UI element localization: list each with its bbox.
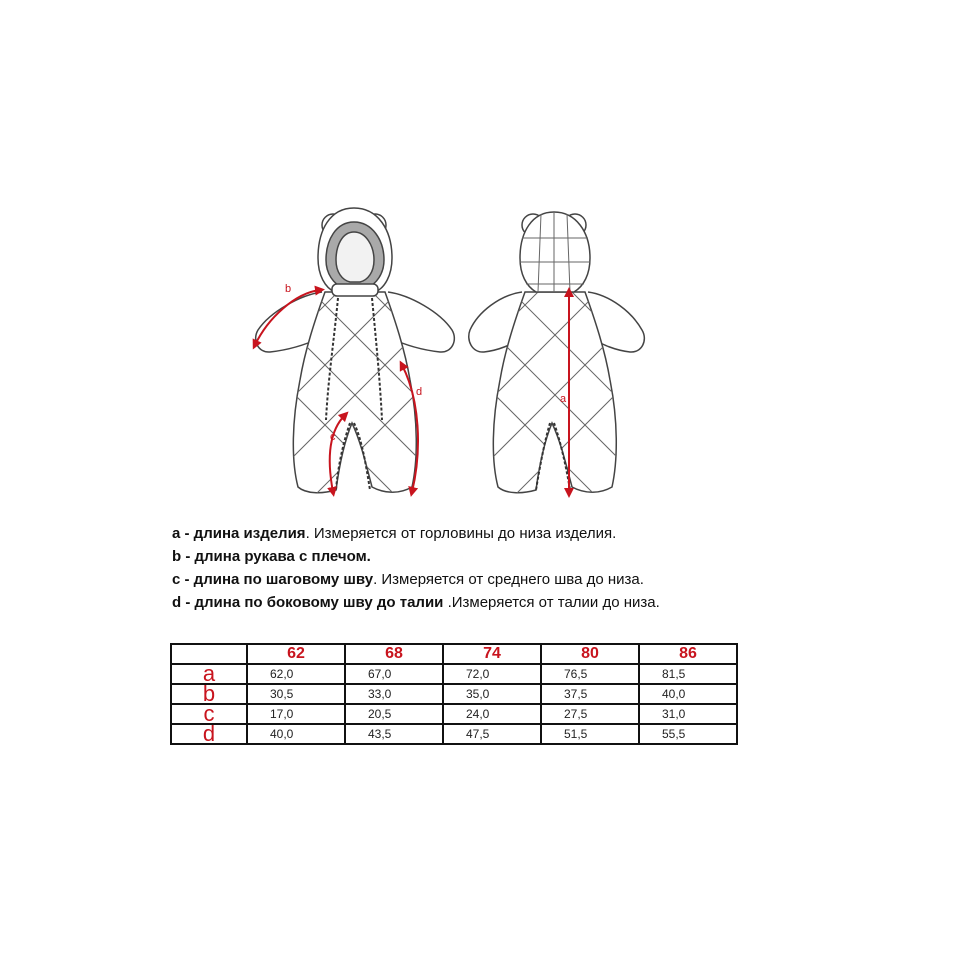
table-cell: 67,0	[345, 664, 443, 684]
table-cell: 27,5	[541, 704, 639, 724]
front-view	[250, 180, 460, 520]
size-80: 80	[541, 644, 639, 664]
row-label-d: d	[171, 724, 247, 744]
table-cell: 55,5	[639, 724, 737, 744]
table-cell: 33,0	[345, 684, 443, 704]
table-row-d	[171, 724, 737, 744]
size-table	[170, 643, 738, 745]
legend-line-c	[172, 568, 872, 591]
table-cell: 20,5	[345, 704, 443, 724]
table-row-a	[171, 664, 737, 684]
size-68: 68	[345, 644, 443, 664]
table-cell: 30,5	[247, 684, 345, 704]
size-74: 74	[443, 644, 541, 664]
size-86: 86	[639, 644, 737, 664]
measure-c-label: c	[330, 431, 336, 443]
table-cell: 40,0	[247, 724, 345, 744]
legend-line-d	[172, 591, 872, 614]
row-label-c: c	[171, 704, 247, 724]
measure-d-label: d	[416, 386, 423, 398]
table-cell: 40,0	[639, 684, 737, 704]
table-cell: 17,0	[247, 704, 345, 724]
front-collar	[332, 284, 378, 296]
legend-desc-c: . Измеряется от среднего шва до низа.	[373, 571, 644, 588]
front-face-opening	[336, 232, 374, 282]
legend-key-c: c - длина по шаговому шву	[172, 571, 374, 588]
legend-desc-d: .Измеряется от талии до низа.	[443, 594, 660, 611]
table-cell: 37,5	[541, 684, 639, 704]
table-cell: 51,5	[541, 724, 639, 744]
table-cell: 72,0	[443, 664, 541, 684]
back-view	[450, 180, 660, 520]
back-hood	[520, 212, 590, 292]
row-label-b: b	[171, 684, 247, 704]
table-row-c	[171, 704, 737, 724]
legend-line-a	[172, 522, 872, 545]
row-label-a: a	[171, 664, 247, 684]
legend-desc-a: . Измеряется от горловины до низа изделия.	[305, 525, 617, 542]
legend-line-b	[172, 545, 872, 568]
measure-a-label: a	[560, 393, 567, 405]
table-row-b	[171, 684, 737, 704]
measurement-legend	[172, 522, 872, 614]
size-header-row	[171, 644, 737, 664]
table-cell: 81,5	[639, 664, 737, 684]
size-62: 62	[247, 644, 345, 664]
table-cell: 31,0	[639, 704, 737, 724]
table-cell: 24,0	[443, 704, 541, 724]
legend-key-a: a - длина изделия	[172, 525, 306, 542]
legend-key-d: d - длина по боковому шву до талии	[172, 594, 444, 611]
legend-key-b: b - длина рукава с плечом.	[172, 548, 371, 565]
table-cell: 43,5	[345, 724, 443, 744]
table-cell: 76,5	[541, 664, 639, 684]
table-cell: 35,0	[443, 684, 541, 704]
table-cell: 62,0	[247, 664, 345, 684]
measure-b-label: b	[285, 283, 292, 295]
table-cell: 47,5	[443, 724, 541, 744]
